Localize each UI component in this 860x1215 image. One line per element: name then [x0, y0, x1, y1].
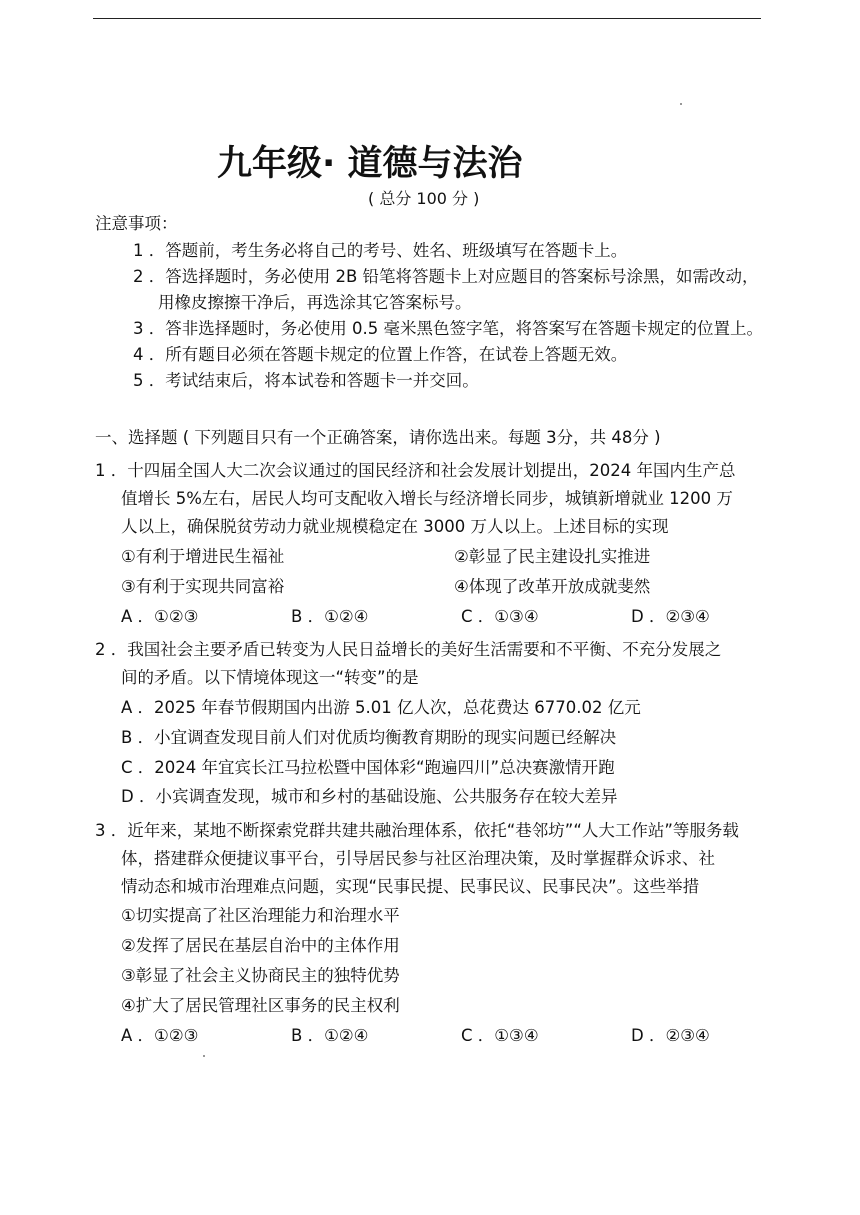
q3-choice-c: C ．①③④	[461, 1026, 539, 1045]
question-2-text: 2 ．我国社会主要矛盾已转变为人民日益增长的美好生活需要和不平衡、不充分发展之	[95, 640, 722, 659]
notice-heading: 注意事项：	[95, 214, 178, 233]
q3-statement: ④扩大了居民管理社区事务的民主权利	[121, 996, 400, 1015]
question-1-text: 1 ．十四届全国人大二次会议通过的国民经济和社会发展计划提出，2024 年国内生产总	[95, 461, 736, 480]
q1-statement: ②彰显了民主建设扎实推进	[454, 547, 651, 566]
q2-option-d: D ．小宾调查发现，城市和乡村的基础设施、公共服务存在较大差异	[121, 787, 618, 806]
q3-statement: ②发挥了居民在基层自治中的主体作用	[121, 936, 400, 955]
q1-statement: ③有利于实现共同富裕	[121, 577, 285, 596]
q1-choice-d: D ．②③④	[631, 607, 710, 626]
q3-choice-b: B ．①②④	[291, 1026, 369, 1045]
question-1-text: 人以上，确保脱贫劳动力就业规模稳定在 3000 万人以上。上述目标的实现	[121, 517, 669, 536]
notice-item: 1 ．答题前，考生务必将自己的考号、姓名、班级填写在答题卡上。	[133, 241, 628, 260]
q1-choice-c: C ．①③④	[461, 607, 539, 626]
q1-statement: ④体现了改革开放成就斐然	[454, 577, 651, 596]
section-heading: 一、选择题 ( 下列题目只有一个正确答案，请你选出来。每题 3分，共 48分 )	[95, 428, 661, 447]
q3-choice-a: A ．①②③	[121, 1026, 199, 1045]
q1-statement: ①有利于增进民生福祉	[121, 547, 285, 566]
speck	[203, 1055, 205, 1057]
page-title: 九年级· 道德与法治	[217, 144, 523, 184]
question-3-text: 情动态和城市治理难点问题，实现“民事民提、民事民议、民事民决”。这些举措	[121, 877, 700, 896]
notice-item: 用橡皮擦擦干净后，再选涂其它答案标号。	[158, 293, 472, 312]
notice-item: 4 ．所有题目必须在答题卡规定的位置上作答，在试卷上答题无效。	[133, 345, 628, 364]
q3-choice-d: D ．②③④	[631, 1026, 710, 1045]
q1-choice-a: A ．①②③	[121, 607, 199, 626]
speck	[680, 103, 682, 105]
notice-item: 2 ．答选择题时，务必使用 2B 铅笔将答题卡上对应题目的答案标号涂黑，如需改动，	[133, 267, 759, 286]
question-3-text: 3 ．近年来，某地不断探索党群共建共融治理体系，依托“巷邻坊”“人大工作站”等服务载	[95, 821, 739, 840]
notice-item: 5 ．考试结束后，将本试卷和答题卡一并交回。	[133, 371, 479, 390]
q2-option-a: A ．2025 年春节假期国内出游 5.01 亿人次，总花费达 6770.02 亿元	[121, 698, 641, 717]
q2-option-b: B ．小宜调查发现目前人们对优质均衡教育期盼的现实问题已经解决	[121, 728, 617, 747]
q1-choice-b: B ．①②④	[291, 607, 369, 626]
total-score: ( 总分 100 分 )	[368, 189, 480, 208]
question-2-text: 间的矛盾。以下情境体现这一“转变”的是	[121, 668, 419, 687]
question-3-text: 体，搭建群众便捷议事平台，引导居民参与社区治理决策，及时掌握群众诉求、社	[121, 849, 715, 868]
q2-option-c: C ．2024 年宜宾长江马拉松暨中国体彩“跑遍四川”总决赛激情开跑	[121, 758, 615, 777]
notice-item: 3 ．答非选择题时，务必使用 0.5 毫米黑色签字笔，将答案写在答题卡规定的位置上。	[133, 319, 763, 338]
q3-statement: ①切实提高了社区治理能力和治理水平	[121, 906, 400, 925]
question-1-text: 值增长 5%左右，居民人均可支配收入增长与经济增长同步，城镇新增就业 1200 万	[121, 489, 733, 508]
q3-statement: ③彰显了社会主义协商民主的独特优势	[121, 966, 400, 985]
top-rule	[93, 18, 761, 19]
